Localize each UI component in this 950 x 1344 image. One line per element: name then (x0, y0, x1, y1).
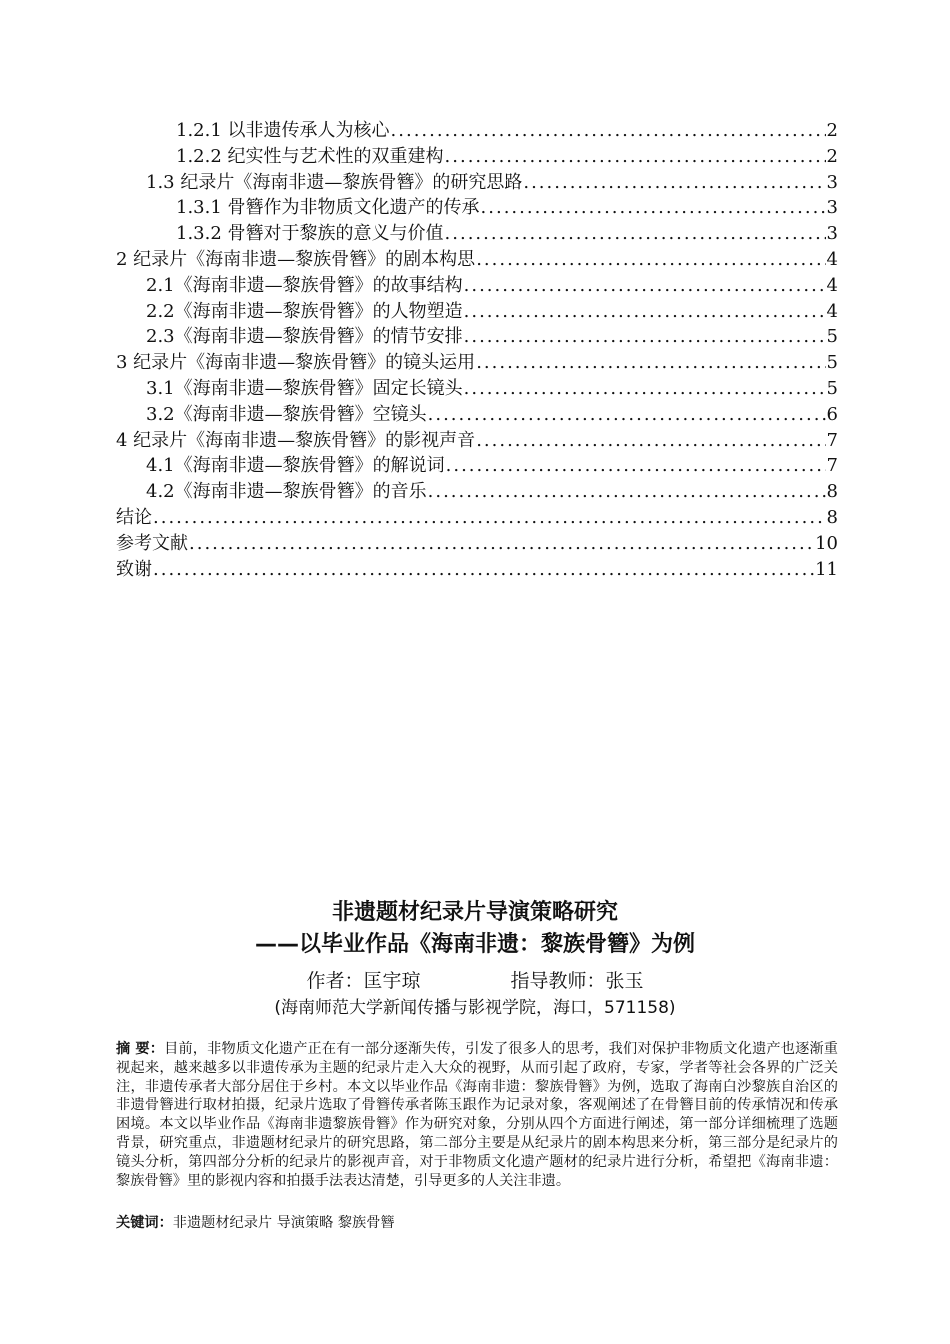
toc-entry-page: 10 (815, 532, 838, 554)
toc-leader-dots (464, 301, 826, 322)
abstract (116, 1040, 838, 1190)
toc-leader-dots (153, 507, 826, 528)
advisor: 指导教师：张玉 (510, 970, 644, 992)
toc-entry[interactable] (116, 219, 838, 245)
toc-entry[interactable] (116, 116, 838, 142)
toc-entry-page: 3 (826, 223, 838, 245)
toc-entry-title: 1.3 纪录片《海南非遗—黎族骨簪》的研究思路 (146, 171, 523, 193)
toc-entry-page: 4 (826, 248, 838, 270)
toc-entry[interactable] (116, 297, 838, 323)
paper-subtitle: ——以毕业作品《海南非遗：黎族骨簪》为例 (254, 932, 695, 957)
toc-entry-page: 7 (826, 455, 838, 477)
toc-entry[interactable] (116, 451, 838, 477)
toc-leader-dots (481, 197, 826, 218)
abstract-text: 目前，非物质文化遗产正在有一部分逐渐失传，引发了很多人的思考，我们对保护非物质文化遗产也逐渐重视起来，越来越多以非遗传承为主题的纪录片走入大众的视野，从而引起了政府，专家，学者等社会各界的广泛关注，非遗传承者大部分居住于乡村。本文以毕业作品《海南非遗：黎族骨簪》为例，选取了海南白沙黎族自治区的非遗骨簪进行取材拍摄，纪录片选取了骨簪传承者陈玉跟作为记录对象，客观阐述了在骨簪目前的传承情况和传承困境。本文以毕业作品《海南非遗黎族骨簪》作为研究对象，分别从四个方面进行阐述，第一部分详细梳理了选题背景，研究重点，非遗题材纪录片的研究思路，第二部分主要是从纪录片的剧本构思来分析，第三部分是纪录片的镜头分析，第四部分分析的纪录片的影视声音，对于非物质文化遗产题材的纪录片进行分析，希望把《海南非遗：黎族骨簪》里的影视内容和拍摄手法表达清楚，引导更多的人关注非遗。 (116, 1041, 838, 1189)
toc-entry-title: 1.2.1 以非遗传承人为核心 (176, 120, 390, 141)
toc-entry-title: 4.2《海南非遗—黎族骨簪》的音乐 (146, 481, 427, 503)
toc-entry-page: 3 (826, 171, 838, 193)
toc-leader-dots (523, 172, 825, 193)
toc-entry[interactable] (116, 529, 838, 555)
toc-leader-dots (153, 559, 814, 580)
author: 作者：匡宇琼 (306, 970, 421, 992)
toc-leader-dots (476, 249, 825, 270)
toc-entry-page: 5 (826, 326, 838, 348)
toc-leader-dots (428, 404, 826, 425)
toc-leader-dots (464, 378, 826, 399)
toc-entry[interactable] (116, 555, 838, 581)
toc-entry[interactable] (116, 193, 838, 219)
toc-entry-title: 参考文献 (116, 532, 188, 554)
toc-entry[interactable] (116, 245, 838, 271)
toc-entry-title: 2 纪录片《海南非遗—黎族骨簪》的剧本构思 (116, 248, 476, 270)
paper-title: 非遗题材纪录片导演策略研究 (331, 900, 618, 925)
keywords-text: 非遗题材纪录片 导演策略 黎族骨簪 (172, 1215, 395, 1231)
toc-entry-title: 1.2.2 纪实性与艺术性的双重建构 (176, 145, 444, 167)
toc-leader-dots (476, 430, 825, 451)
toc-entry-page: 11 (815, 558, 838, 580)
toc-entry-title: 结论 (116, 506, 152, 528)
toc-entry-title: 3.1《海南非遗—黎族骨簪》固定长镜头 (146, 377, 463, 399)
toc-entry-title: 2.3《海南非遗—黎族骨簪》的情节安排 (146, 326, 463, 348)
toc-entry-page: 8 (826, 506, 838, 528)
toc-entry[interactable] (116, 426, 838, 452)
toc-leader-dots (189, 533, 814, 554)
toc-entry-page: 2 (826, 145, 838, 167)
toc-entry[interactable] (116, 400, 838, 426)
affiliation: (海南师范大学新闻传播与影视学院，海口，571158) (274, 998, 676, 1018)
toc-leader-dots (464, 326, 826, 347)
toc-entry[interactable] (116, 348, 838, 374)
toc-entry[interactable] (116, 503, 838, 529)
toc-leader-dots (391, 120, 826, 141)
toc-leader-dots (464, 275, 826, 296)
toc-leader-dots (476, 352, 825, 373)
toc-entry[interactable] (116, 168, 838, 194)
toc-entry-page: 8 (826, 481, 838, 503)
toc-entry-page: 6 (826, 403, 838, 425)
toc-entry-title: 2.1《海南非遗—黎族骨簪》的故事结构 (146, 274, 463, 296)
toc-leader-dots (446, 455, 826, 476)
table-of-contents (116, 116, 838, 580)
toc-leader-dots (428, 481, 826, 502)
toc-entry[interactable] (116, 374, 838, 400)
toc-entry[interactable] (116, 477, 838, 503)
toc-entry[interactable] (116, 271, 838, 297)
keywords (116, 1212, 838, 1232)
toc-entry-title: 1.3.1 骨簪作为非物质文化遗产的传承 (176, 197, 480, 219)
toc-entry-title: 3 纪录片《海南非遗—黎族骨簪》的镜头运用 (116, 352, 476, 374)
toc-entry-title: 3.2《海南非遗—黎族骨簪》空镜头 (146, 403, 427, 425)
toc-entry-page: 4 (826, 274, 838, 296)
toc-entry[interactable] (116, 142, 838, 168)
toc-leader-dots (445, 146, 826, 167)
toc-entry-page: 2 (826, 120, 838, 141)
toc-entry-title: 4 纪录片《海南非遗—黎族骨簪》的影视声音 (116, 429, 476, 451)
author-line (0, 966, 950, 993)
toc-entry-title: 4.1《海南非遗—黎族骨簪》的解说词 (146, 455, 445, 477)
toc-entry-page: 4 (826, 300, 838, 322)
toc-entry-title: 2.2《海南非遗—黎族骨簪》的人物塑造 (146, 300, 463, 322)
toc-entry[interactable] (116, 322, 838, 348)
toc-leader-dots (445, 223, 826, 244)
toc-entry-title: 1.3.2 骨簪对于黎族的意义与价值 (176, 223, 444, 245)
toc-entry-page: 7 (826, 429, 838, 451)
toc-entry-title: 致谢 (116, 558, 152, 580)
abstract-label: 摘 要： (116, 1041, 165, 1057)
toc-entry-page: 3 (826, 197, 838, 219)
keywords-label: 关键词： (116, 1215, 173, 1231)
toc-entry-page: 5 (826, 377, 838, 399)
toc-entry-page: 5 (826, 352, 838, 374)
